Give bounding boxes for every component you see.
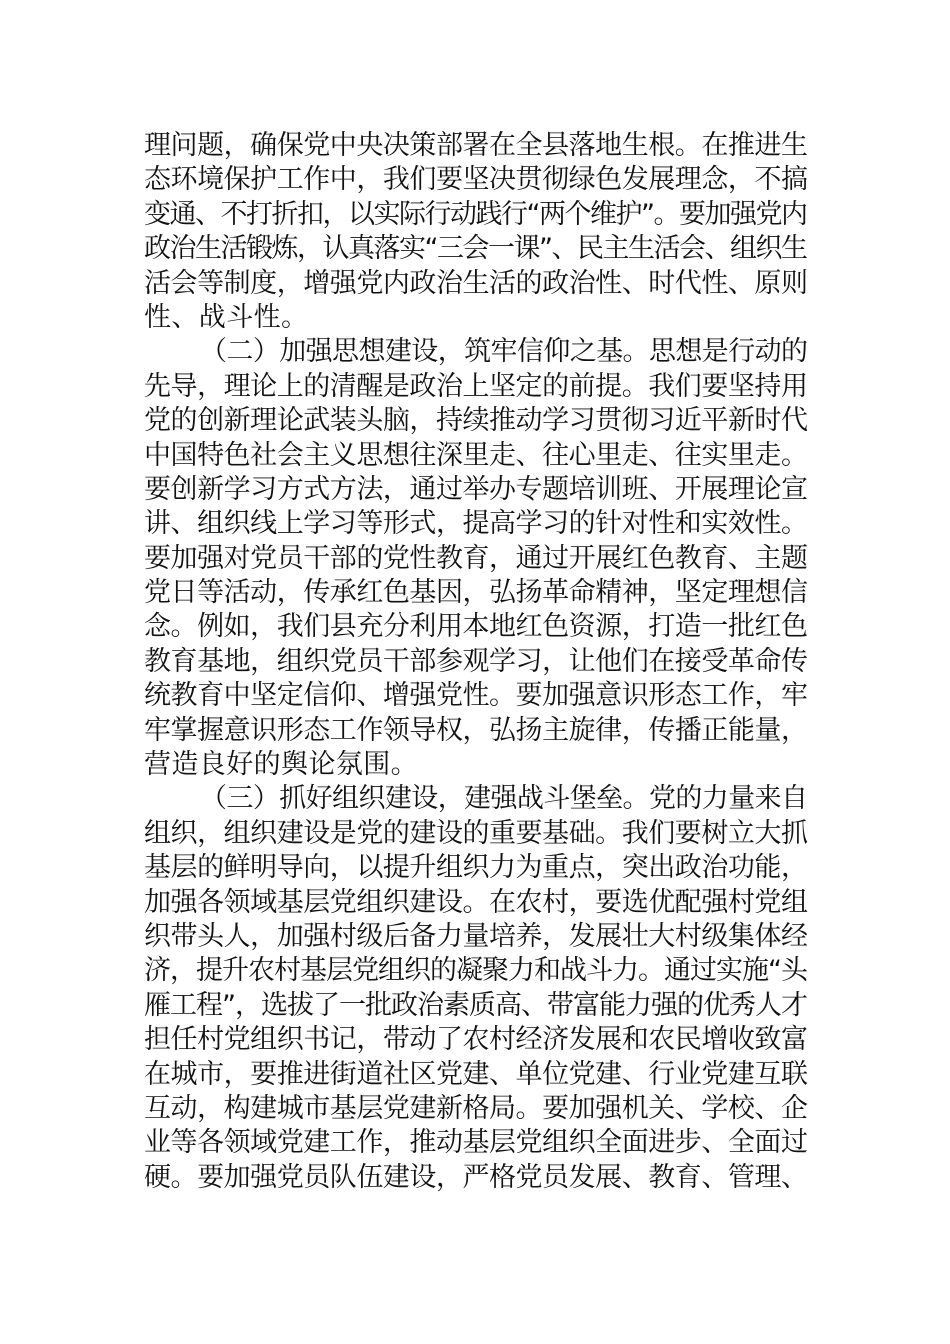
text-line: 念。例如，我们县充分利用本地红色资源，打造一批红色 bbox=[144, 611, 808, 643]
text-line: 基层的鲜明导向，以提升组织力为重点，突出政治功能， bbox=[144, 852, 808, 884]
text-line: 性、战斗性。 bbox=[144, 301, 309, 333]
text-line: 业等各领域党建工作，推动基层党组织全面进步、全面过 bbox=[144, 1127, 808, 1159]
text-line: 在城市，要推进街道社区党建、单位党建、行业党建互联 bbox=[144, 1058, 808, 1090]
text-line: 教育基地，组织党员干部参观学习，让他们在接受革命传 bbox=[144, 645, 808, 677]
paragraph-start-line: （三）抓好组织建设，建强战斗堡垒。党的力量来自 bbox=[200, 783, 808, 815]
text-line: 活会等制度，增强党内政治生活的政治性、时代性、原则 bbox=[144, 267, 808, 299]
text-line: 中国特色社会主义思想往深里走、往心里走、往实里走。 bbox=[144, 439, 808, 471]
text-line: 变通、不打折扣，以实际行动践行“两个维护”。要加强党内 bbox=[144, 198, 807, 230]
text-line: 要加强对党员干部的党性教育，通过开展红色教育、主题 bbox=[144, 542, 808, 574]
text-line: 织带头人，加强村级后备力量培养，发展壮大村级集体经 bbox=[144, 920, 808, 952]
text-line: 营造良好的舆论氛围。 bbox=[144, 749, 418, 781]
text-line: 担任村党组织书记，带动了农村经济发展和农民增收致富 bbox=[144, 1024, 808, 1056]
text-line: 讲、组织线上学习等形式，提高学习的针对性和实效性。 bbox=[144, 508, 808, 540]
text-line: 互动，构建城市基层党建新格局。要加强机关、学校、企 bbox=[144, 1092, 808, 1124]
text-line: 理问题，确保党中央决策部署在全县落地生根。在推进生 bbox=[144, 130, 808, 161]
text-line: 统教育中坚定信仰、增强党性。要加强意识形态工作，牢 bbox=[144, 680, 808, 712]
text-line: 态环境保护工作中，我们要坚决贯彻绿色发展理念，不搞 bbox=[144, 164, 808, 196]
body-text bbox=[144, 129, 808, 1195]
text-line: 牢掌握意识形态工作领导权，弘扬主旋律，传播正能量， bbox=[144, 714, 808, 746]
text-line: 党日等活动，传承红色基因，弘扬革命精神，坚定理想信 bbox=[144, 577, 808, 609]
text-line: 政治生活锻炼，认真落实“三会一课”、民主生活会、组织生 bbox=[144, 233, 807, 265]
text-line: 组织，组织建设是党的建设的重要基础。我们要树立大抓 bbox=[144, 817, 808, 849]
text-line: 先导，理论上的清醒是政治上坚定的前提。我们要坚持用 bbox=[144, 370, 808, 402]
text-line: 济，提升农村基层党组织的凝聚力和战斗力。通过实施“头 bbox=[144, 955, 807, 987]
text-line: 党的创新理论武装头脑，持续推动学习贯彻习近平新时代 bbox=[144, 405, 808, 437]
paragraph-start-line: （二）加强思想建设，筑牢信仰之基。思想是行动的 bbox=[200, 336, 808, 368]
text-line: 加强各领域基层党组织建设。在农村，要选优配强村党组 bbox=[144, 886, 808, 918]
text-line: 硬。要加强党员队伍建设，严格党员发展、教育、管理、 bbox=[144, 1161, 808, 1193]
text-line: 雁工程”，选拔了一批政治素质高、带富能力强的优秀人才 bbox=[144, 989, 807, 1021]
text-line: 要创新学习方式方法，通过举办专题培训班、开展理论宣 bbox=[144, 473, 808, 505]
